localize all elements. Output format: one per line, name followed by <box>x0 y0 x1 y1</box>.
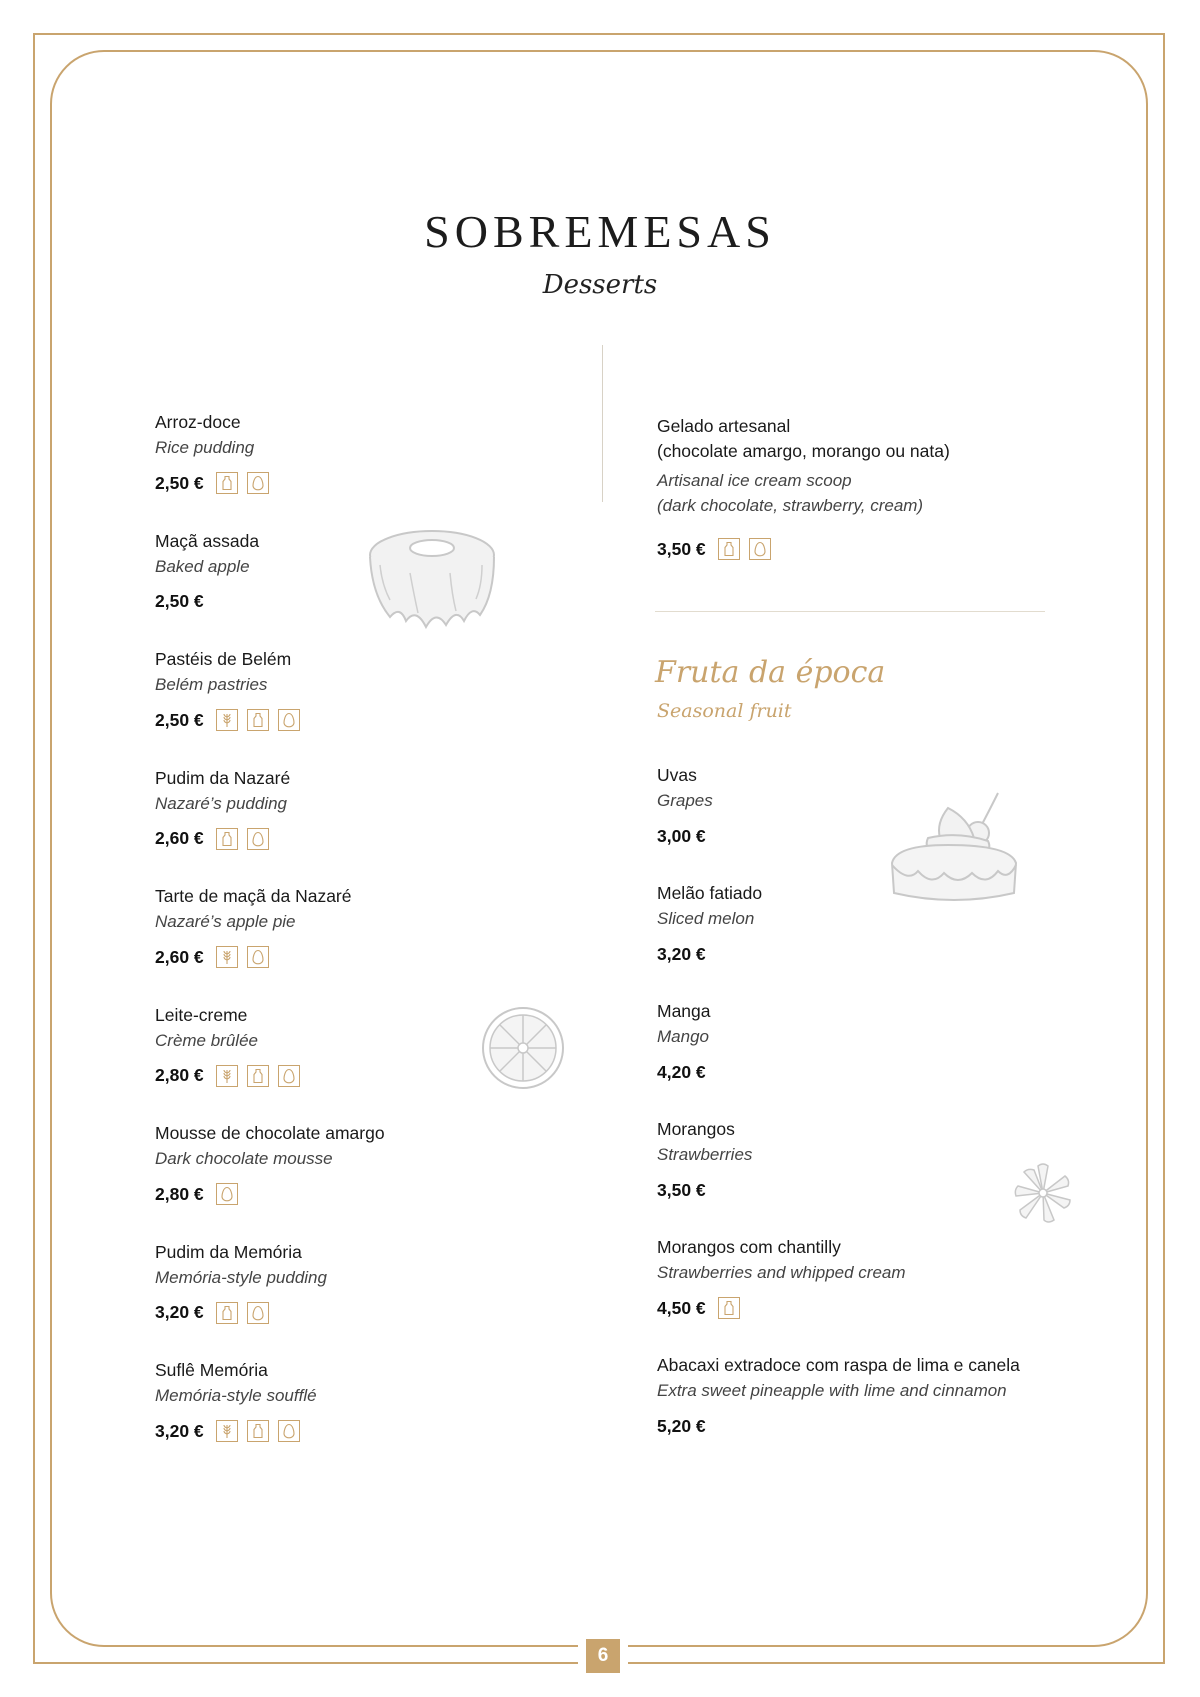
item-price: 2,50 € <box>155 591 204 611</box>
egg-icon <box>247 472 269 494</box>
milk-bottle-icon <box>718 538 740 560</box>
item-translation: Extra sweet pineapple with lime and cinnamon <box>657 1381 1007 1400</box>
menu-item <box>155 1240 327 1326</box>
item-name-line2: (chocolate amargo, morango ou nata) <box>657 441 950 461</box>
menu-item <box>155 529 259 615</box>
menu-item <box>155 1121 385 1207</box>
milk-bottle-icon <box>247 1065 269 1087</box>
item-name: Leite-creme <box>155 1004 248 1025</box>
section-divider <box>655 611 1045 612</box>
item-name: Pastéis de Belém <box>155 649 292 669</box>
item-price: 4,20 € <box>657 1061 706 1082</box>
item-name: Melão fatiado <box>657 883 763 903</box>
wheat-icon <box>216 1065 238 1087</box>
price-row <box>155 470 278 496</box>
item-translation: Memória-style soufflé <box>155 1386 317 1405</box>
item-price: 2,60 € <box>155 946 204 967</box>
price-row <box>155 826 290 852</box>
fruit-section-title: Fruta da época <box>655 655 886 690</box>
menu-item <box>657 1353 1020 1439</box>
item-name: Suflê Memória <box>155 1360 268 1380</box>
menu-item <box>657 1117 752 1203</box>
item-price: 4,50 € <box>657 1297 706 1318</box>
item-price: 2,50 € <box>155 472 204 493</box>
item-name: Manga <box>657 1001 711 1021</box>
price-row <box>155 1418 317 1444</box>
item-translation: Crème brûlée <box>155 1030 258 1050</box>
milk-bottle-icon <box>216 472 238 494</box>
menu-item <box>657 999 718 1085</box>
item-translation: Sliced melon <box>657 909 755 928</box>
price-row <box>657 536 950 562</box>
menu-item <box>155 884 352 970</box>
item-price: 2,60 € <box>155 828 204 848</box>
item-price: 3,20 € <box>155 1420 204 1441</box>
item-translation: Belém pastries <box>155 675 268 694</box>
item-price: 3,20 € <box>657 943 706 964</box>
item-price: 3,20 € <box>155 1302 204 1322</box>
item-price: 3,50 € <box>657 1179 706 1200</box>
price-row <box>657 1059 718 1085</box>
item-price: 3,00 € <box>657 825 706 846</box>
citrus-slice-icon <box>480 1005 566 1091</box>
wheat-icon <box>216 1420 238 1442</box>
page-subtitle: Desserts <box>542 270 658 300</box>
item-price: 2,80 € <box>155 1183 204 1204</box>
item-name: Uvas <box>657 765 697 785</box>
milk-bottle-icon <box>247 1420 269 1442</box>
item-price: 5,20 € <box>657 1415 706 1436</box>
item-price: 2,50 € <box>155 709 204 730</box>
item-name: Arroz-doce <box>155 412 241 432</box>
item-name: Maçã assada <box>155 530 260 551</box>
egg-icon <box>247 946 269 968</box>
item-translation: Mango <box>657 1027 709 1046</box>
menu-item <box>657 881 762 967</box>
menu-item <box>155 1003 309 1089</box>
item-translation: Dark chocolate mousse <box>155 1149 333 1168</box>
menu-item-ice-cream <box>657 414 950 562</box>
item-translation: Nazaré’s apple pie <box>155 912 296 931</box>
item-name: Morangos com chantilly <box>657 1237 841 1257</box>
menu-item <box>155 766 290 852</box>
price-row <box>657 1295 906 1321</box>
bundt-cake-icon <box>360 525 505 635</box>
price-row <box>657 941 762 967</box>
item-price: 3,50 € <box>657 538 706 559</box>
milk-bottle-icon <box>216 828 238 850</box>
item-translation: Rice pudding <box>155 438 255 457</box>
egg-icon <box>278 1420 300 1442</box>
egg-icon <box>216 1183 238 1205</box>
price-row <box>155 944 352 970</box>
price-row <box>155 589 259 615</box>
item-translation: Memória-style pudding <box>155 1267 327 1287</box>
menu-item <box>155 647 309 733</box>
price-row <box>155 1300 327 1326</box>
milk-bottle-icon <box>718 1297 740 1319</box>
star-anise-icon <box>1010 1160 1076 1226</box>
menu-item <box>657 1235 906 1321</box>
allergen-list <box>718 538 780 560</box>
price-row <box>657 823 718 849</box>
price-row <box>657 1177 752 1203</box>
item-name: Abacaxi extradoce com raspa de lima e canela <box>657 1355 1020 1375</box>
menu-item <box>155 1358 317 1444</box>
item-name: Pudim da Memória <box>155 1241 302 1262</box>
price-row <box>155 1181 385 1207</box>
wheat-icon <box>216 946 238 968</box>
wheat-icon <box>216 709 238 731</box>
item-translation: Baked apple <box>155 556 250 576</box>
price-row <box>155 707 309 733</box>
item-name: Gelado artesanal <box>657 416 791 436</box>
milk-bottle-icon <box>216 1302 238 1324</box>
page-number: 6 <box>586 1639 620 1673</box>
item-translation: Nazaré’s pudding <box>155 793 287 813</box>
price-row <box>657 1413 1020 1439</box>
page-title: SOBREMESAS <box>424 206 776 257</box>
cupcake-cherry-icon <box>888 783 1023 913</box>
item-translation: Strawberries and whipped cream <box>657 1263 906 1282</box>
item-name: Morangos <box>657 1119 735 1139</box>
menu-item <box>657 763 718 849</box>
item-translation: Artisanal ice cream scoop <box>657 471 852 490</box>
egg-icon <box>278 1065 300 1087</box>
egg-icon <box>278 709 300 731</box>
column-divider <box>602 345 603 502</box>
egg-icon <box>247 828 269 850</box>
menu-item <box>155 410 278 496</box>
item-translation: Strawberries <box>657 1145 753 1164</box>
egg-icon <box>247 1302 269 1324</box>
item-translation: Grapes <box>657 791 713 810</box>
item-price: 2,80 € <box>155 1065 204 1085</box>
egg-icon <box>749 538 771 560</box>
item-name: Pudim da Nazaré <box>155 767 291 788</box>
item-name: Tarte de maçã da Nazaré <box>155 886 352 906</box>
milk-bottle-icon <box>247 709 269 731</box>
item-name: Mousse de chocolate amargo <box>155 1123 385 1143</box>
price-row <box>155 1063 309 1089</box>
item-translation-line2: (dark chocolate, strawberry, cream) <box>657 496 924 515</box>
fruit-section-subtitle: Seasonal fruit <box>657 700 792 722</box>
